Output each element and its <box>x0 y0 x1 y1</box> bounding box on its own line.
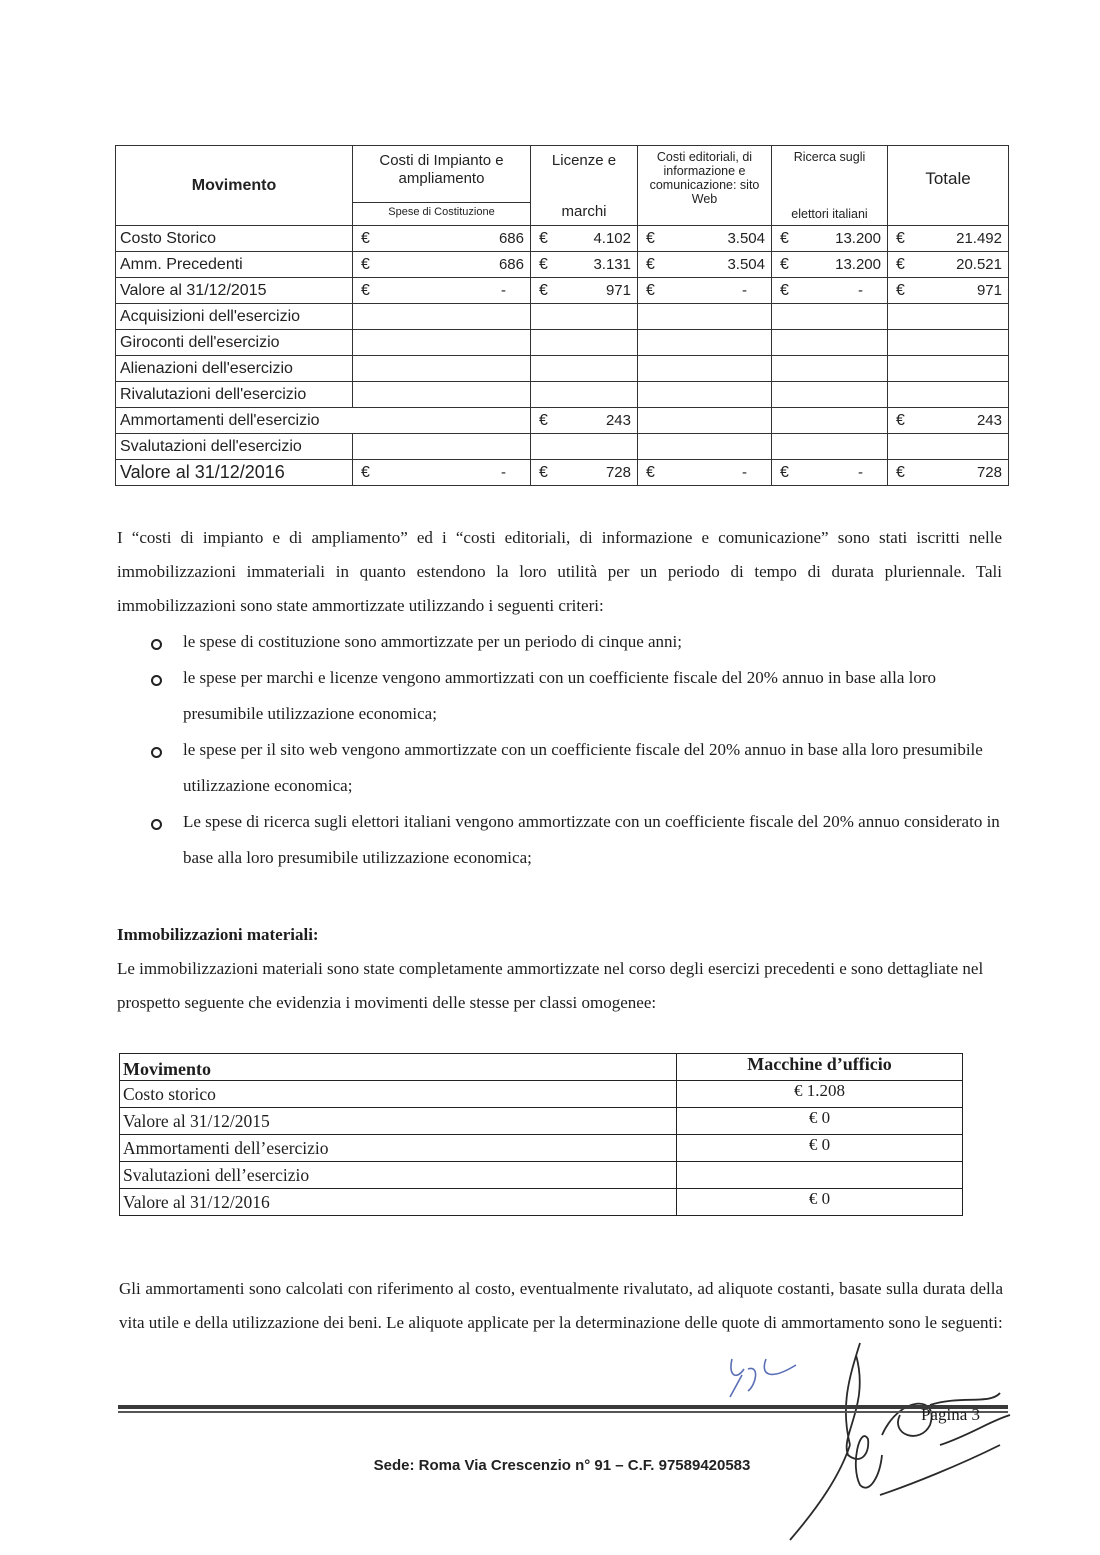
header-licenze-top: Licenze e <box>551 152 617 169</box>
currency-symbol: € <box>361 229 370 247</box>
table-row <box>116 434 1009 460</box>
value-ricerca: - <box>858 282 863 299</box>
value-totale: 243 <box>976 412 1002 429</box>
currency-symbol: € <box>896 255 905 273</box>
value-totale: 21.492 <box>956 230 1002 247</box>
page-number: Pagina 3 <box>920 1405 980 1424</box>
header-macchine: Macchine d’ufficio <box>677 1054 963 1081</box>
value-totale: 971 <box>976 282 1002 299</box>
list-item <box>117 804 1002 876</box>
row-label: Acquisizioni dell'esercizio <box>116 304 353 330</box>
currency-symbol: € <box>539 463 548 481</box>
criteria-list <box>117 624 1002 876</box>
footer-rule-thin <box>118 1411 1008 1413</box>
header-impianto <box>353 146 531 226</box>
header-ricerca <box>772 146 888 226</box>
value-editoriali: 3.504 <box>727 256 765 273</box>
value-ricerca: 13.200 <box>835 230 881 247</box>
bullet-icon <box>151 747 162 758</box>
row-value: € 1.208 <box>677 1081 963 1108</box>
row-label: Svalutazioni dell'esercizio <box>116 434 353 460</box>
row-label: Svalutazioni dell’esercizio <box>120 1162 677 1189</box>
currency-symbol: € <box>896 229 905 247</box>
currency-symbol: € <box>896 411 905 429</box>
currency-symbol: € <box>896 281 905 299</box>
currency-symbol: € <box>539 255 548 273</box>
header-licenze-bottom: marchi <box>561 203 607 220</box>
row-label: Valore al 31/12/2016 <box>120 1189 677 1216</box>
table-row <box>120 1162 963 1189</box>
bullet-icon <box>151 819 162 830</box>
footer-address: Sede: Roma Via Crescenzio n° 91 – C.F. 97589420583 <box>373 1457 751 1474</box>
list-item <box>117 624 1002 660</box>
currency-symbol: € <box>780 281 789 299</box>
table-header-row <box>120 1054 963 1081</box>
row-label: Valore al 31/12/2015 <box>120 1108 677 1135</box>
table-row <box>116 278 1009 304</box>
currency-symbol: € <box>646 229 655 247</box>
value-totale: 728 <box>976 464 1002 481</box>
intangible-assets-table <box>115 145 1009 486</box>
section-paragraph: Le immobilizzazioni materiali sono state completamente ammortizzate nel corso degli esercizi precedenti e sono dettagliate nel prospetto seguente che evidenzia i movimenti delle stesse per classi omogenee: <box>117 959 984 1012</box>
table-row <box>116 408 1009 434</box>
currency-symbol: € <box>780 463 789 481</box>
row-label: Valore al 31/12/2015 <box>116 278 353 304</box>
list-item-text: Le spese di ricerca sugli elettori italiani vengono ammortizzate con un coefficiente fiscale del 20% annuo considerato in base alla loro presumibile utilizzazione economica; <box>183 812 1000 867</box>
header-licenze <box>531 146 638 226</box>
row-label: Alienazioni dell'esercizio <box>116 356 353 382</box>
bullet-icon <box>151 639 162 650</box>
currency-symbol: € <box>896 463 905 481</box>
table-row <box>116 304 1009 330</box>
row-label: Costo storico <box>120 1081 677 1108</box>
row-value <box>677 1162 963 1189</box>
row-value: € 0 <box>677 1189 963 1216</box>
currency-symbol: € <box>361 255 370 273</box>
row-label: Valore al 31/12/2016 <box>116 460 353 486</box>
closing-paragraph: Gli ammortamenti sono calcolati con riferimento al costo, eventualmente rivalutato, ad aliquote costanti, basate sulla durata della vita utile e della utilizzazione dei beni. Le aliquote applicate per la determinazione delle quote di ammortamento sono le seguenti: <box>119 1279 1003 1332</box>
intro-section <box>117 521 1002 876</box>
value-ricerca: - <box>858 464 863 481</box>
intro-paragraph: I “costi di impianto e di ampliamento” ed i “costi editoriali, di informazione e comunicazione” sono stati iscritti nelle immobilizzazioni immateriali in quanto estendono la loro utilità per un periodo di tempo di durata pluriennale. Tali immobilizzazioni sono state ammortizzate utilizzando i seguenti criteri: <box>117 528 1002 615</box>
currency-symbol: € <box>646 463 655 481</box>
value-licenze: 243 <box>605 412 631 429</box>
table-row <box>116 356 1009 382</box>
header-editoriali <box>638 146 772 226</box>
table-row <box>116 460 1009 486</box>
list-item <box>117 732 1002 804</box>
table-row <box>120 1135 963 1162</box>
header-movimento: Movimento <box>116 146 353 226</box>
currency-symbol: € <box>780 229 789 247</box>
tangible-assets-table <box>119 1053 963 1216</box>
currency-symbol: € <box>361 281 370 299</box>
handwritten-signature <box>700 1335 1040 1555</box>
header-ricerca-top: Ricerca sugli <box>793 150 866 164</box>
list-item <box>117 660 1002 732</box>
currency-symbol: € <box>780 255 789 273</box>
value-licenze: 4.102 <box>593 230 631 247</box>
list-item-text: le spese per il sito web vengono ammortizzate con un coefficiente fiscale del 20% annuo in base alla loro presumibile utilizzazione economica; <box>183 740 983 795</box>
table-row <box>120 1108 963 1135</box>
table-row <box>116 330 1009 356</box>
header-totale <box>888 146 1009 226</box>
currency-symbol: € <box>539 281 548 299</box>
table-row <box>116 252 1009 278</box>
row-label: Ammortamenti dell’esercizio <box>120 1135 677 1162</box>
row-label: Amm. Precedenti <box>116 252 353 278</box>
list-item-text: le spese di costituzione sono ammortizzate per un periodo di cinque anni; <box>183 632 682 651</box>
bullet-icon <box>151 675 162 686</box>
value-licenze: 3.131 <box>593 256 631 273</box>
row-value: € 0 <box>677 1108 963 1135</box>
header-ricerca-bottom: elettori italiani <box>791 207 868 221</box>
header-editoriali-label: Costi editoriali, di informazione e comunicazione: sito Web <box>649 150 760 206</box>
value-totale: 20.521 <box>956 256 1002 273</box>
row-label: Ammortamenti dell'esercizio <box>116 408 531 434</box>
table-row <box>120 1189 963 1216</box>
list-item-text: le spese per marchi e licenze vengono ammortizzati con un coefficiente fiscale del 20% annuo in base alla loro presumibile utilizzazione economica; <box>183 668 937 723</box>
row-label: Rivalutazioni dell'esercizio <box>116 382 353 408</box>
value-impianto: 686 <box>498 256 524 273</box>
value-impianto: - <box>501 282 506 299</box>
table-row <box>116 226 1009 252</box>
header-impianto-label: Costi di Impianto e ampliamento <box>379 152 504 187</box>
value-impianto: 686 <box>498 230 524 247</box>
value-impianto: - <box>501 464 506 481</box>
value-editoriali: 3.504 <box>727 230 765 247</box>
currency-symbol: € <box>361 463 370 481</box>
row-value: € 0 <box>677 1135 963 1162</box>
currency-symbol: € <box>646 255 655 273</box>
table-row <box>120 1081 963 1108</box>
value-ricerca: 13.200 <box>835 256 881 273</box>
section-title: Immobilizzazioni materiali: <box>117 925 319 944</box>
currency-symbol: € <box>646 281 655 299</box>
header-totale-label: Totale <box>925 169 971 188</box>
row-label: Costo Storico <box>116 226 353 252</box>
value-licenze: 728 <box>605 464 631 481</box>
currency-symbol: € <box>539 411 548 429</box>
value-editoriali: - <box>742 282 747 299</box>
header-impianto-sub: Spese di Costituzione <box>353 202 530 220</box>
currency-symbol: € <box>539 229 548 247</box>
table-row <box>116 382 1009 408</box>
header-movimento: Movimento <box>120 1054 677 1081</box>
row-label: Giroconti dell'esercizio <box>116 330 353 356</box>
value-licenze: 971 <box>605 282 631 299</box>
footer-rule-thick <box>118 1405 1008 1409</box>
tangible-section <box>117 918 992 1020</box>
value-editoriali: - <box>742 464 747 481</box>
